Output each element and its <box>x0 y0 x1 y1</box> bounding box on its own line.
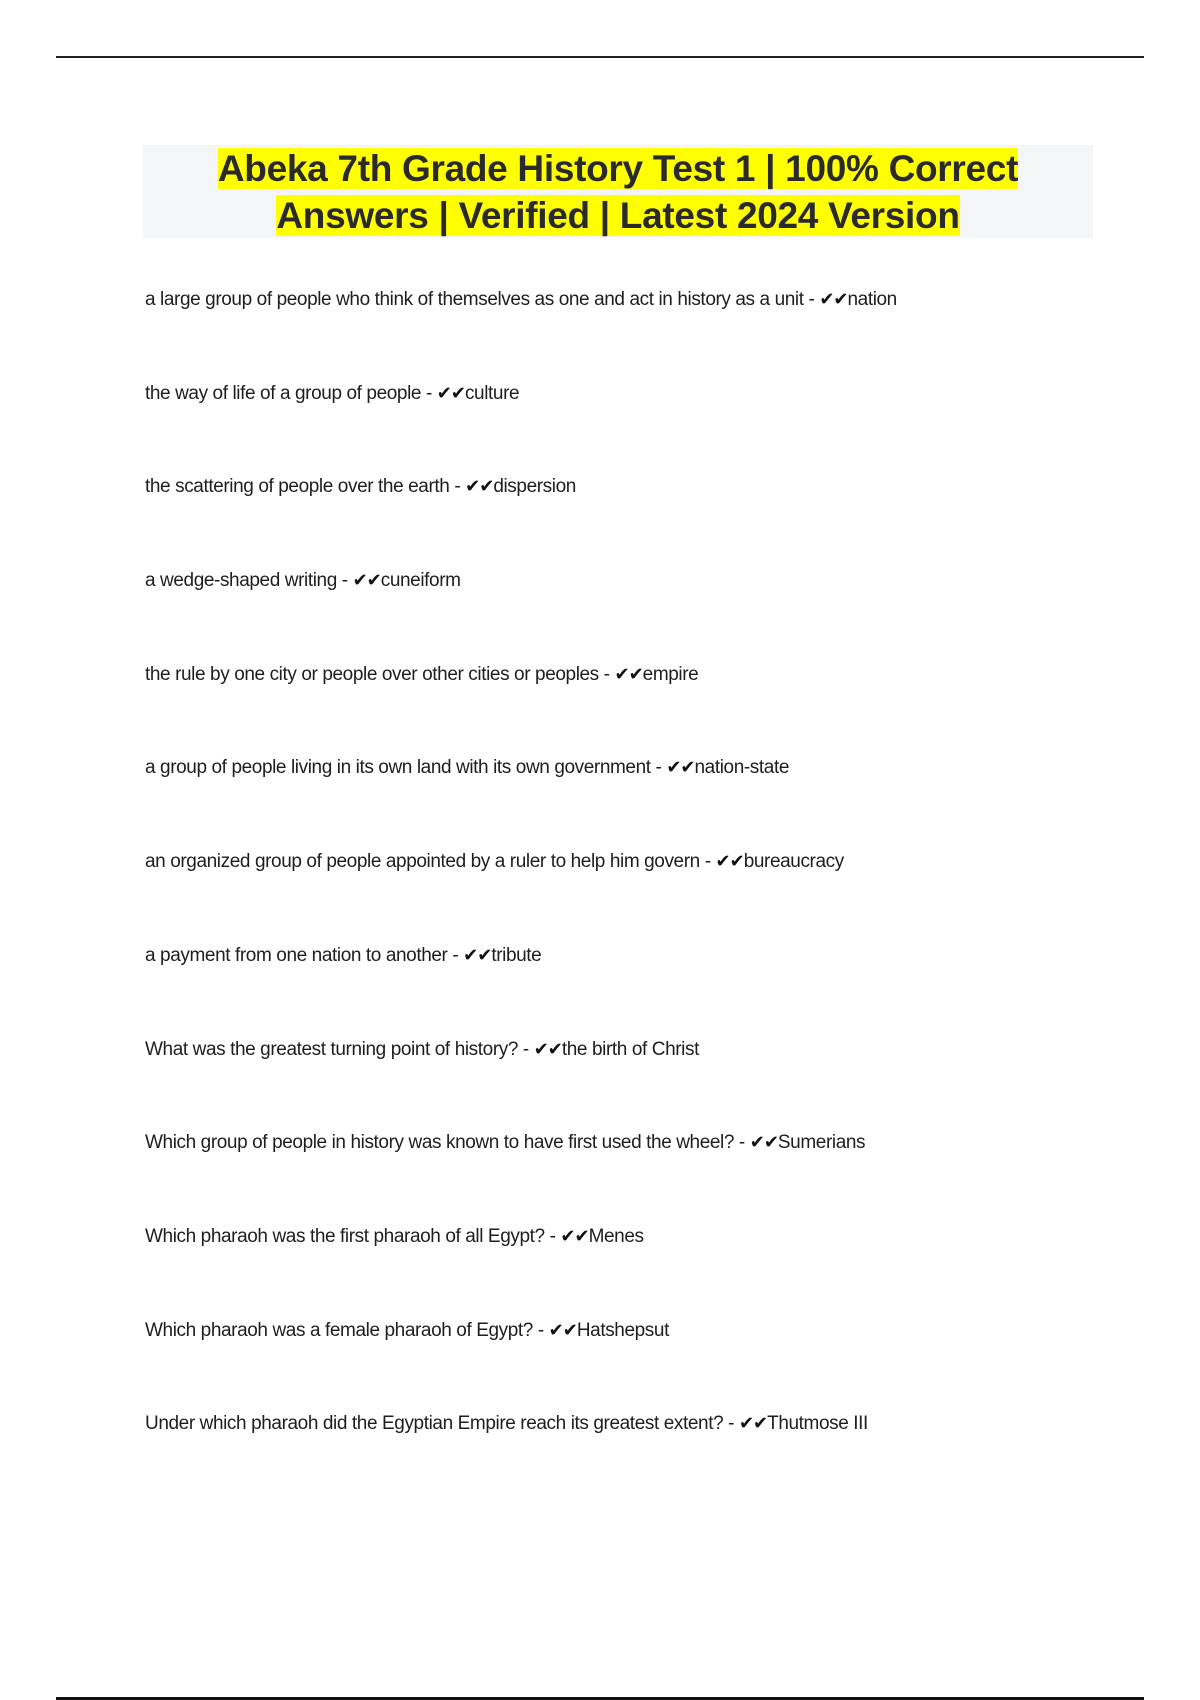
double-check-icon: ✔✔ <box>819 289 848 310</box>
answer-text: culture <box>464 382 520 404</box>
answer-text: dispersion <box>493 476 576 498</box>
question-text: the way of life of a group of people <box>145 382 422 404</box>
double-check-icon: ✔✔ <box>463 944 492 966</box>
question-text: the scattering of people over the earth <box>145 476 450 498</box>
qa-item: Which pharaoh was the first pharaoh of all Egypt? - ✔✔Menes <box>145 1225 644 1247</box>
double-check-icon: ✔✔ <box>548 1319 577 1341</box>
qa-item: the way of life of a group of people - ✔✔culture <box>145 382 520 404</box>
qa-item: the rule by one city or people over other cities or peoples - ✔✔empire <box>145 663 699 685</box>
question-text: Which pharaoh was a female pharaoh of Egypt? <box>145 1319 533 1341</box>
title-line-1: Abeka 7th Grade History Test 1 | 100% Correct <box>217 148 1019 189</box>
document-title <box>143 145 1093 238</box>
double-check-icon: ✔✔ <box>560 1225 589 1247</box>
question-text: an organized group of people appointed by a ruler to help him govern <box>145 851 700 873</box>
double-check-icon: ✔✔ <box>533 1038 562 1060</box>
answer-text: bureaucracy <box>743 851 844 873</box>
qa-list <box>145 283 1105 1501</box>
answer-text: cuneiform <box>380 570 461 592</box>
answer-text: Menes <box>588 1225 644 1247</box>
qa-item: Under which pharaoh did the Egyptian Empire reach its greatest extent? - ✔✔Thutmose III <box>145 1413 868 1435</box>
double-check-icon: ✔✔ <box>436 382 465 404</box>
qa-item: the scattering of people over the earth - ✔✔dispersion <box>145 476 576 498</box>
qa-item: a wedge-shaped writing - ✔✔cuneiform <box>145 570 461 592</box>
double-check-icon: ✔✔ <box>738 1413 768 1435</box>
question-text: a payment from one nation to another <box>145 944 448 966</box>
question-text: a wedge-shaped writing <box>145 570 337 592</box>
answer-text: empire <box>642 663 699 685</box>
qa-item: Which group of people in history was known to have first used the wheel? - ✔✔Sumerians <box>145 1132 866 1154</box>
qa-item: an organized group of people appointed by a ruler to help him govern - ✔✔bureaucracy <box>145 851 844 873</box>
double-check-icon: ✔✔ <box>666 757 695 779</box>
question-text: Under which pharaoh did the Egyptian Empire reach its greatest extent? <box>145 1413 724 1435</box>
answer-text: nation <box>847 289 897 310</box>
question-text: Which group of people in history was known to have first used the wheel? <box>145 1132 735 1154</box>
double-check-icon: ✔✔ <box>465 476 494 498</box>
answer-text: tribute <box>491 944 542 966</box>
answer-text: Hatshepsut <box>576 1319 669 1341</box>
question-text: a group of people living in its own land with its own government <box>145 757 651 779</box>
question-text: a large group of people who think of themselves as one and act in history as a unit <box>145 289 804 310</box>
qa-item: a group of people living in its own land with its own government - ✔✔nation-state <box>145 757 790 779</box>
question-text: Which pharaoh was the first pharaoh of all Egypt? <box>145 1225 545 1247</box>
answer-text: the birth of Christ <box>561 1038 699 1060</box>
qa-item: a payment from one nation to another - ✔✔tribute <box>145 944 542 966</box>
qa-item: a large group of people who think of themselves as one and act in history as a unit - ✔✔nation <box>145 289 897 310</box>
answer-text: Sumerians <box>777 1132 866 1154</box>
double-check-icon: ✔✔ <box>614 663 643 685</box>
question-text: What was the greatest turning point of history? <box>145 1038 519 1060</box>
title-line-2: Answers | Verified | Latest 2024 Version <box>276 195 960 236</box>
double-check-icon: ✔✔ <box>352 570 381 592</box>
double-check-icon: ✔✔ <box>715 851 744 873</box>
qa-item: What was the greatest turning point of history? - ✔✔the birth of Christ <box>145 1038 699 1060</box>
qa-item: Which pharaoh was a female pharaoh of Egypt? - ✔✔Hatshepsut <box>145 1319 669 1341</box>
answer-text: nation-state <box>694 757 790 779</box>
question-text: the rule by one city or people over other cities or peoples <box>145 663 599 685</box>
header-rule <box>56 56 1144 58</box>
answer-text: Thutmose III <box>767 1413 868 1435</box>
double-check-icon: ✔✔ <box>749 1132 778 1154</box>
